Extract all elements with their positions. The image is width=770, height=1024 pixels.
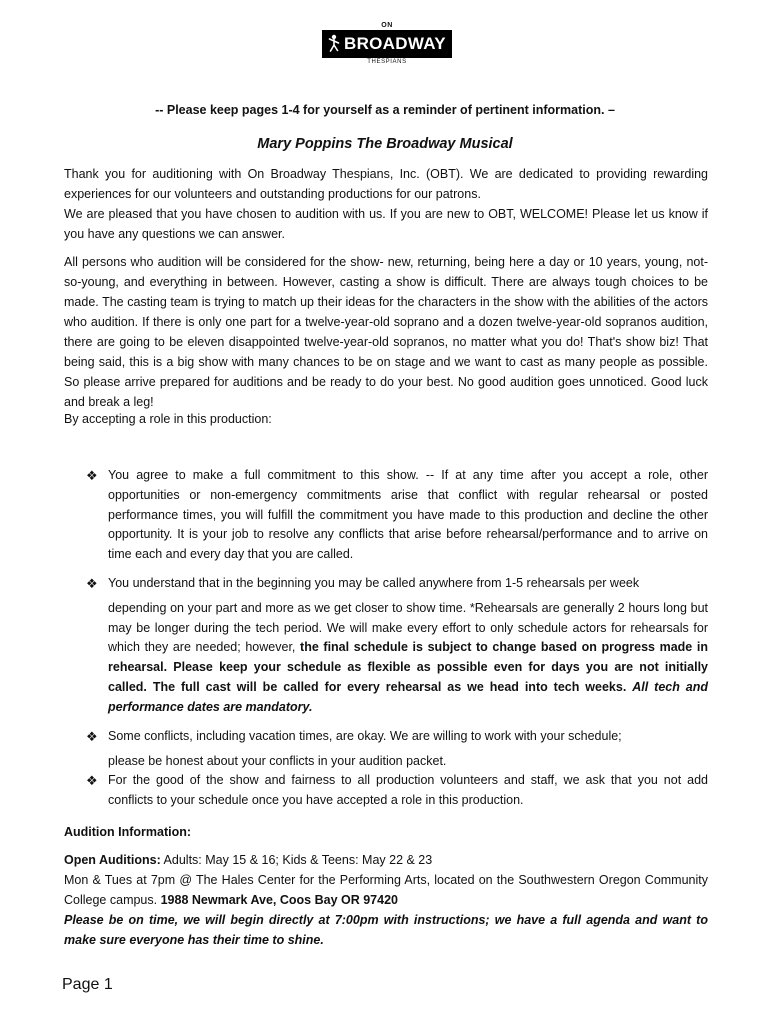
diamond-bullet-icon: ❖ xyxy=(86,468,98,483)
open-auditions-label: Open Auditions: xyxy=(64,853,161,867)
logo-wordmark-box xyxy=(322,30,452,58)
audition-info-heading: Audition Information: xyxy=(64,825,192,839)
audition-location xyxy=(64,870,708,910)
on-broadway-thespians-logo xyxy=(322,22,452,72)
page-number: Page 1 xyxy=(62,976,113,993)
open-auditions-line xyxy=(64,850,708,870)
dancer-figure-icon xyxy=(327,34,341,52)
logo-on-text: ON xyxy=(381,22,393,29)
accepting-role-label: By accepting a role in this production: xyxy=(64,412,272,426)
list-item xyxy=(64,574,708,718)
bullet-text-conflicts-line2: please be honest about your conflicts in your audition packet. xyxy=(108,753,447,768)
bullet-text-rehearsal-body xyxy=(108,599,708,718)
rehearsal-body-text: depending on your part and more as we get closer to show time. *Rehearsals are generally 2 hours long but may be longer during the tech period. We will make every effort to only schedule actors for rehearsals for which they are needed; however, xyxy=(108,600,708,655)
intro-section xyxy=(64,164,708,244)
diamond-bullet-icon: ❖ xyxy=(86,576,98,591)
bullet-text-fairness: For the good of the show and fairness to all production volunteers and staff, we ask that you not add conflicts to your schedule once you have accepted a role in this production. xyxy=(108,773,708,807)
list-item xyxy=(64,771,708,811)
audition-location-text: Mon & Tues at 7pm @ The Hales Center for the Performing Arts, located on the Southwestern Oregon Community College campus. xyxy=(64,873,708,907)
list-item xyxy=(64,466,708,565)
logo-broadway-text: BROADWAY xyxy=(344,34,446,53)
rehearsal-schedule-bold-text: the final schedule is subject to change based on progress made in rehearsal. Please keep your schedule as flexible as possible even for days you are not initially called. The full cast will be called for every rehearsal as we head into tech weeks. xyxy=(108,640,708,694)
commitment-bullet xyxy=(64,466,708,565)
diamond-bullet-icon: ❖ xyxy=(86,773,98,788)
page-title: Mary Poppins The Broadway Musical xyxy=(257,136,513,152)
logo-thespians-text: THESPIANS xyxy=(367,59,407,65)
audition-address: 1988 Newmark Ave, Coos Bay OR 97420 xyxy=(160,893,398,907)
intro-paragraph-welcome: We are pleased that you have chosen to audition with us. If you are new to OBT, WELCOME! Please let us know if you have any questions we can answer. xyxy=(64,207,708,241)
bullet-text-conflicts-line1: Some conflicts, including vacation times, are okay. We are willing to work with your schedule; xyxy=(108,729,622,743)
casting-paragraph: All persons who audition will be considered for the show- new, returning, being here a day or 10 years, young, not-so-young, and everything in between. However, casting a show is difficult. There are always tough choices to be made. The casting team is trying to match up their ideas for the characters in the show with the abilities of the actors who audition. If there is only one part for a twelve-year-old soprano and a dozen twelve-year-old sopranos audition, there are going to be eleven disappointed twelve-year-old sopranos, no matter what you do! That's show biz! That being said, this is a big show with many chances to be on stage and we want to cast as many people as possible. So please arrive prepared for auditions and be ready to do your best. No good audition goes unnoticed. Good luck and break a leg! xyxy=(64,255,708,409)
mandatory-dates-text: All tech and performance dates are mandatory. xyxy=(108,679,709,714)
punctuality-note-text: Please be on time, we will begin directly at 7:00pm with instructions; we have a full agenda and want to make sure everyone has their time to shine. xyxy=(64,913,708,947)
audition-info-body xyxy=(64,850,708,950)
reminder-note: -- Please keep pages 1-4 for yourself as a reminder of pertinent information. – xyxy=(155,103,615,117)
fairness-bullet xyxy=(64,771,708,811)
open-auditions-dates: Adults: May 15 & 16; Kids & Teens: May 22 & 23 xyxy=(163,853,433,867)
rehearsal-bullet xyxy=(64,574,708,718)
punctuality-note xyxy=(64,910,708,950)
bullet-text-rehearsal-first-line: You understand that in the beginning you may be called anywhere from 1-5 rehearsals per week xyxy=(108,576,640,590)
bullet-text-commitment: You agree to make a full commitment to this show. -- If at any time after you accept a role, other opportunities or non-emergency commitments arise that conflict with regular rehearsal or posted performance times, you will fulfill the commitment you have made to this production and decline the other opportunity. It is your job to resolve any conflicts that arise before rehearsal/performance and to arrive on time each and every day that you are called. xyxy=(108,468,708,562)
conflicts-bullet xyxy=(64,727,708,772)
list-item xyxy=(64,727,708,772)
diamond-bullet-icon: ❖ xyxy=(86,729,98,744)
intro-paragraph-thanks: Thank you for auditioning with On Broadway Thespians, Inc. (OBT). We are dedicated to providing rewarding experiences for our volunteers and outstanding productions for our patrons. xyxy=(64,167,708,201)
